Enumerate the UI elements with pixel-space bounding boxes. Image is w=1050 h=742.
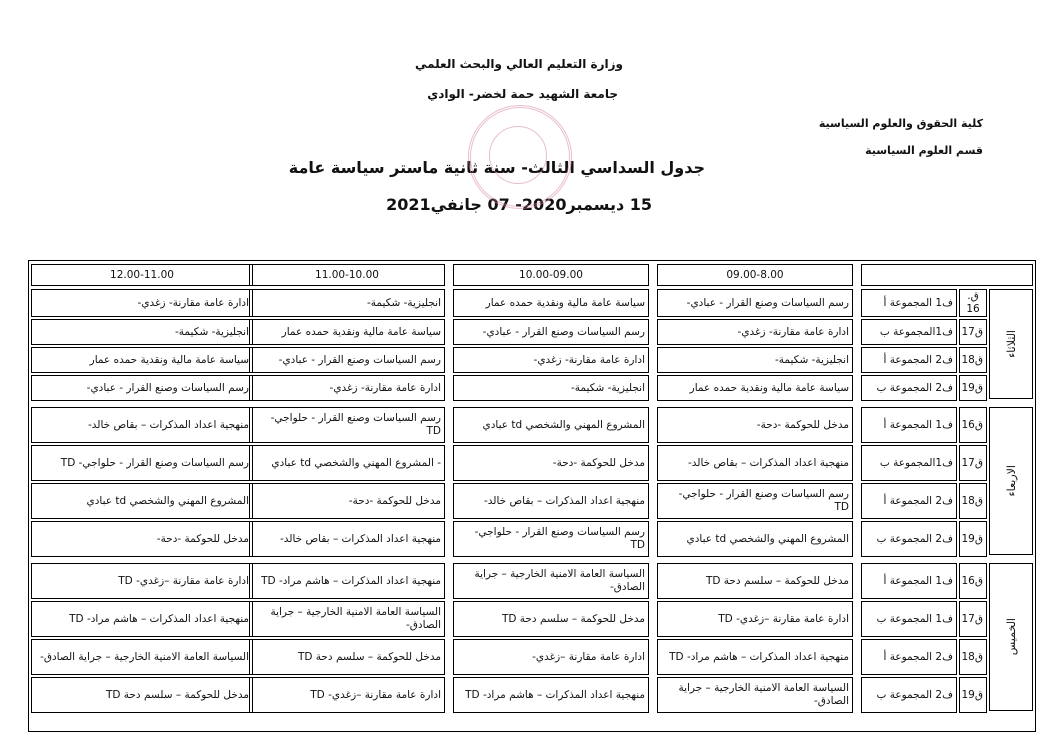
course-cell <box>657 407 853 443</box>
day-label-cell <box>989 289 1033 399</box>
course-cell <box>657 319 853 345</box>
course-cell-text: مدخل للحوكمة -دحة- <box>552 456 645 469</box>
schedule-dates: 15 ديسمبر2020- 07 جانفي2021 <box>386 195 652 214</box>
room-cell <box>959 319 987 345</box>
course-cell-text: المشروع المهني والشخصي td عبادي <box>482 418 645 431</box>
course-cell <box>657 375 853 401</box>
course-cell-text: منهجية اعداد المذكرات – هاشم مراد- TD <box>465 688 645 701</box>
course-cell <box>657 521 853 557</box>
room-cell <box>959 407 987 443</box>
course-cell-text: رسم السياسات وصنع القرار - حلواجي- TD <box>270 412 441 437</box>
day-label-cell <box>989 563 1033 711</box>
course-cell-text: رسم السياسات وصنع القرار - عبادي- <box>482 325 645 338</box>
time-slot-header-text: 10.00-09.00 <box>519 268 583 281</box>
course-cell <box>657 289 853 317</box>
course-cell <box>249 319 445 345</box>
course-cell <box>453 483 649 519</box>
course-cell <box>657 563 853 599</box>
course-cell <box>31 677 253 713</box>
department-heading: قسم العلوم السياسية <box>865 144 983 157</box>
course-cell-text: سياسة عامة مالية ونقدية حمده عمار <box>689 381 849 394</box>
group-cell-text: ف2 المجموعة أ <box>883 494 953 507</box>
room-cell <box>959 445 987 481</box>
room-cell-text: ق17 <box>961 456 983 469</box>
course-cell <box>657 347 853 373</box>
time-slot-header <box>657 264 853 286</box>
course-cell <box>249 521 445 557</box>
course-cell <box>453 347 649 373</box>
course-cell <box>249 677 445 713</box>
course-cell-text: - المشروع المهني والشخصي td عبادي <box>271 456 441 469</box>
group-cell-text: ف1المجموعة ب <box>879 325 953 338</box>
course-cell <box>657 677 853 713</box>
course-cell <box>31 347 253 373</box>
course-cell-text: رسم السياسات وصنع القرار - حلواجي- TD <box>474 526 645 551</box>
course-cell-text: ادارة عامة مقارنة –زغدي- TD <box>118 574 249 587</box>
course-cell-text: رسم السياسات وصنع القرار - حلواجي- TD <box>60 456 249 469</box>
group-cell <box>861 563 957 599</box>
room-cell-text: ق. 16 <box>966 290 980 315</box>
time-slot-header <box>453 264 649 286</box>
course-cell-text: ادارة عامة مقارنة- زغدي- <box>137 296 249 309</box>
group-cell-text: ف1المجموعة ب <box>879 456 953 469</box>
group-cell <box>861 601 957 637</box>
course-cell-text: انجليزية- شكيمة- <box>367 296 441 309</box>
course-cell <box>249 483 445 519</box>
course-cell-text: المشروع المهني والشخصي td عبادي <box>686 532 849 545</box>
course-cell-text: مدخل للحوكمة – سلسم دحة TD <box>105 688 249 701</box>
group-cell-text: ف2 المجموعة ب <box>876 688 953 701</box>
course-cell-text: منهجية اعداد المذكرات – بقاص خالد- <box>279 532 441 545</box>
room-cell-text: ق18 <box>961 650 983 663</box>
course-cell <box>453 639 649 675</box>
course-cell-text: ادارة عامة مقارنة- زغدي- <box>737 325 849 338</box>
course-cell <box>31 563 253 599</box>
course-cell <box>453 375 649 401</box>
course-cell-text: انجليزية- شكيمة- <box>571 381 645 394</box>
group-cell <box>861 289 957 317</box>
group-cell-text: ف1 المجموعة أ <box>883 296 953 309</box>
group-cell-text: ف2 المجموعة أ <box>883 353 953 366</box>
group-cell <box>861 483 957 519</box>
schedule-table <box>28 260 1036 732</box>
course-cell <box>31 445 253 481</box>
course-cell-text: السياسة العامة الامنية الخارجية – جراية الصادق- <box>40 650 249 663</box>
course-cell-text: ادارة عامة مقارنة –زغدي- TD <box>718 612 849 625</box>
course-cell <box>453 319 649 345</box>
course-cell-text: المشروع المهني والشخصي td عبادي <box>86 494 249 507</box>
room-cell-text: ق19 <box>961 688 983 701</box>
group-cell <box>861 445 957 481</box>
group-cell-text: ف1 المجموعة ب <box>876 612 953 625</box>
room-cell <box>959 483 987 519</box>
ministry-heading: وزارة التعليم العالي والبحث العلمي <box>414 57 623 71</box>
course-cell-text: ادارة عامة مقارنة –زغدي- TD <box>310 688 441 701</box>
time-slot-header-text: 09.00-8.00 <box>726 268 784 281</box>
time-slot-header <box>31 264 253 286</box>
room-cell-text: ق17 <box>961 325 983 338</box>
course-cell <box>249 289 445 317</box>
room-cell-text: ق17 <box>961 612 983 625</box>
course-cell-text: منهجية اعداد المذكرات – هاشم مراد- TD <box>669 650 849 663</box>
time-slot-header <box>249 264 445 286</box>
course-cell-text: منهجية اعداد المذكرات – هاشم مراد- TD <box>69 612 249 625</box>
group-cell <box>861 407 957 443</box>
official-stamp <box>468 105 572 209</box>
course-cell-text: مدخل للحوكمة -دحة- <box>156 532 249 545</box>
course-cell-text: انجليزية- شكيمة- <box>175 325 249 338</box>
day-label: الخميس <box>1004 618 1018 656</box>
group-cell-text: ف2 المجموعة ب <box>876 532 953 545</box>
room-cell <box>959 601 987 637</box>
course-cell <box>31 483 253 519</box>
course-cell <box>31 375 253 401</box>
room-cell <box>959 521 987 557</box>
group-cell <box>861 375 957 401</box>
room-cell-text: ق19 <box>961 381 983 394</box>
course-cell <box>453 289 649 317</box>
course-cell <box>657 445 853 481</box>
course-cell <box>249 563 445 599</box>
course-cell <box>249 407 445 443</box>
course-cell-text: مدخل للحوكمة – سلسم دحة TD <box>297 650 441 663</box>
course-cell <box>31 639 253 675</box>
group-cell <box>861 677 957 713</box>
group-cell-text: ف1 المجموعة أ <box>883 574 953 587</box>
course-cell-text: سياسة عامة مالية ونقدية حمده عمار <box>485 296 645 309</box>
course-cell <box>657 483 853 519</box>
course-cell-text: منهجية اعداد المذكرات – هاشم مراد- TD <box>261 574 441 587</box>
course-cell-text: منهجية اعداد المذكرات – بقاص خالد- <box>87 418 249 431</box>
group-cell-text: ف2 المجموعة ب <box>876 381 953 394</box>
group-cell <box>861 521 957 557</box>
day-label-cell <box>989 407 1033 555</box>
room-cell-text: ق19 <box>961 532 983 545</box>
room-cell <box>959 289 987 317</box>
course-cell-text: منهجية اعداد المذكرات – بقاص خالد- <box>483 494 645 507</box>
course-cell <box>453 601 649 637</box>
course-cell-text: مدخل للحوكمة -دحة- <box>756 418 849 431</box>
header-blank-cell <box>861 264 1033 286</box>
course-cell <box>31 289 253 317</box>
group-cell <box>861 319 957 345</box>
course-cell-text: رسم السياسات وصنع القرار - عبادي- <box>278 353 441 366</box>
course-cell-text: رسم السياسات وصنع القرار - عبادي- <box>86 381 249 394</box>
course-cell <box>249 375 445 401</box>
room-cell <box>959 639 987 675</box>
course-cell-text: مدخل للحوكمة – سلسم دحة TD <box>501 612 645 625</box>
room-cell <box>959 347 987 373</box>
time-slot-header-text: 11.00-10.00 <box>315 268 379 281</box>
time-slot-header-text: 12.00-11.00 <box>110 268 174 281</box>
course-cell <box>657 639 853 675</box>
course-cell-text: انجليزية- شكيمة- <box>775 353 849 366</box>
group-cell-text: ف2 المجموعة أ <box>883 650 953 663</box>
room-cell-text: ق18 <box>961 353 983 366</box>
room-cell-text: ق16 <box>961 418 983 431</box>
group-cell <box>861 639 957 675</box>
course-cell-text: مدخل للحوكمة -دحة- <box>348 494 441 507</box>
room-cell-text: ق18 <box>961 494 983 507</box>
course-cell-text: مدخل للحوكمة – سلسم دحة TD <box>705 574 849 587</box>
university-heading: جامعة الشهيد حمة لخضر- الوادي <box>427 87 618 101</box>
room-cell-text: ق16 <box>961 574 983 587</box>
schedule-title: جدول السداسي الثالث- سنة ثانية ماستر سياسة عامة <box>288 158 705 177</box>
group-cell <box>861 347 957 373</box>
course-cell <box>31 521 253 557</box>
course-cell <box>453 563 649 599</box>
course-cell-text: ادارة عامة مقارنة- زغدي- <box>533 353 645 366</box>
faculty-heading: كلية الحقوق والعلوم السياسية <box>818 117 983 130</box>
course-cell <box>249 347 445 373</box>
room-cell <box>959 677 987 713</box>
course-cell-text: السياسة العامة الامنية الخارجية – جراية الصادق- <box>270 606 441 631</box>
group-cell-text: ف1 المجموعة أ <box>883 418 953 431</box>
course-cell-text: رسم السياسات وصنع القرار - حلواجي- TD <box>678 488 849 513</box>
course-cell-text: سياسة عامة مالية ونقدية حمده عمار <box>89 353 249 366</box>
course-cell-text: ادارة عامة مقارنة- زغدي- <box>329 381 441 394</box>
course-cell <box>249 601 445 637</box>
course-cell <box>31 407 253 443</box>
course-cell-text: السياسة العامة الامنية الخارجية – جراية الصادق- <box>678 682 849 707</box>
course-cell <box>453 521 649 557</box>
course-cell <box>249 445 445 481</box>
course-cell <box>657 601 853 637</box>
course-cell <box>453 677 649 713</box>
course-cell-text: ادارة عامة مقارنة –زغدي- <box>532 650 645 663</box>
course-cell-text: السياسة العامة الامنية الخارجية – جراية الصادق- <box>474 568 645 593</box>
course-cell <box>31 601 253 637</box>
course-cell <box>453 445 649 481</box>
day-label: الاربعاء <box>1004 465 1018 497</box>
course-cell-text: رسم السياسات وصنع القرار - عبادي- <box>686 296 849 309</box>
course-cell-text: سياسة عامة مالية ونقدية حمده عمار <box>281 325 441 338</box>
course-cell-text: منهجية اعداد المذكرات – بقاص خالد- <box>687 456 849 469</box>
day-label: الثلاثاء <box>1004 330 1018 358</box>
course-cell <box>31 319 253 345</box>
room-cell <box>959 563 987 599</box>
room-cell <box>959 375 987 401</box>
course-cell <box>453 407 649 443</box>
course-cell <box>249 639 445 675</box>
